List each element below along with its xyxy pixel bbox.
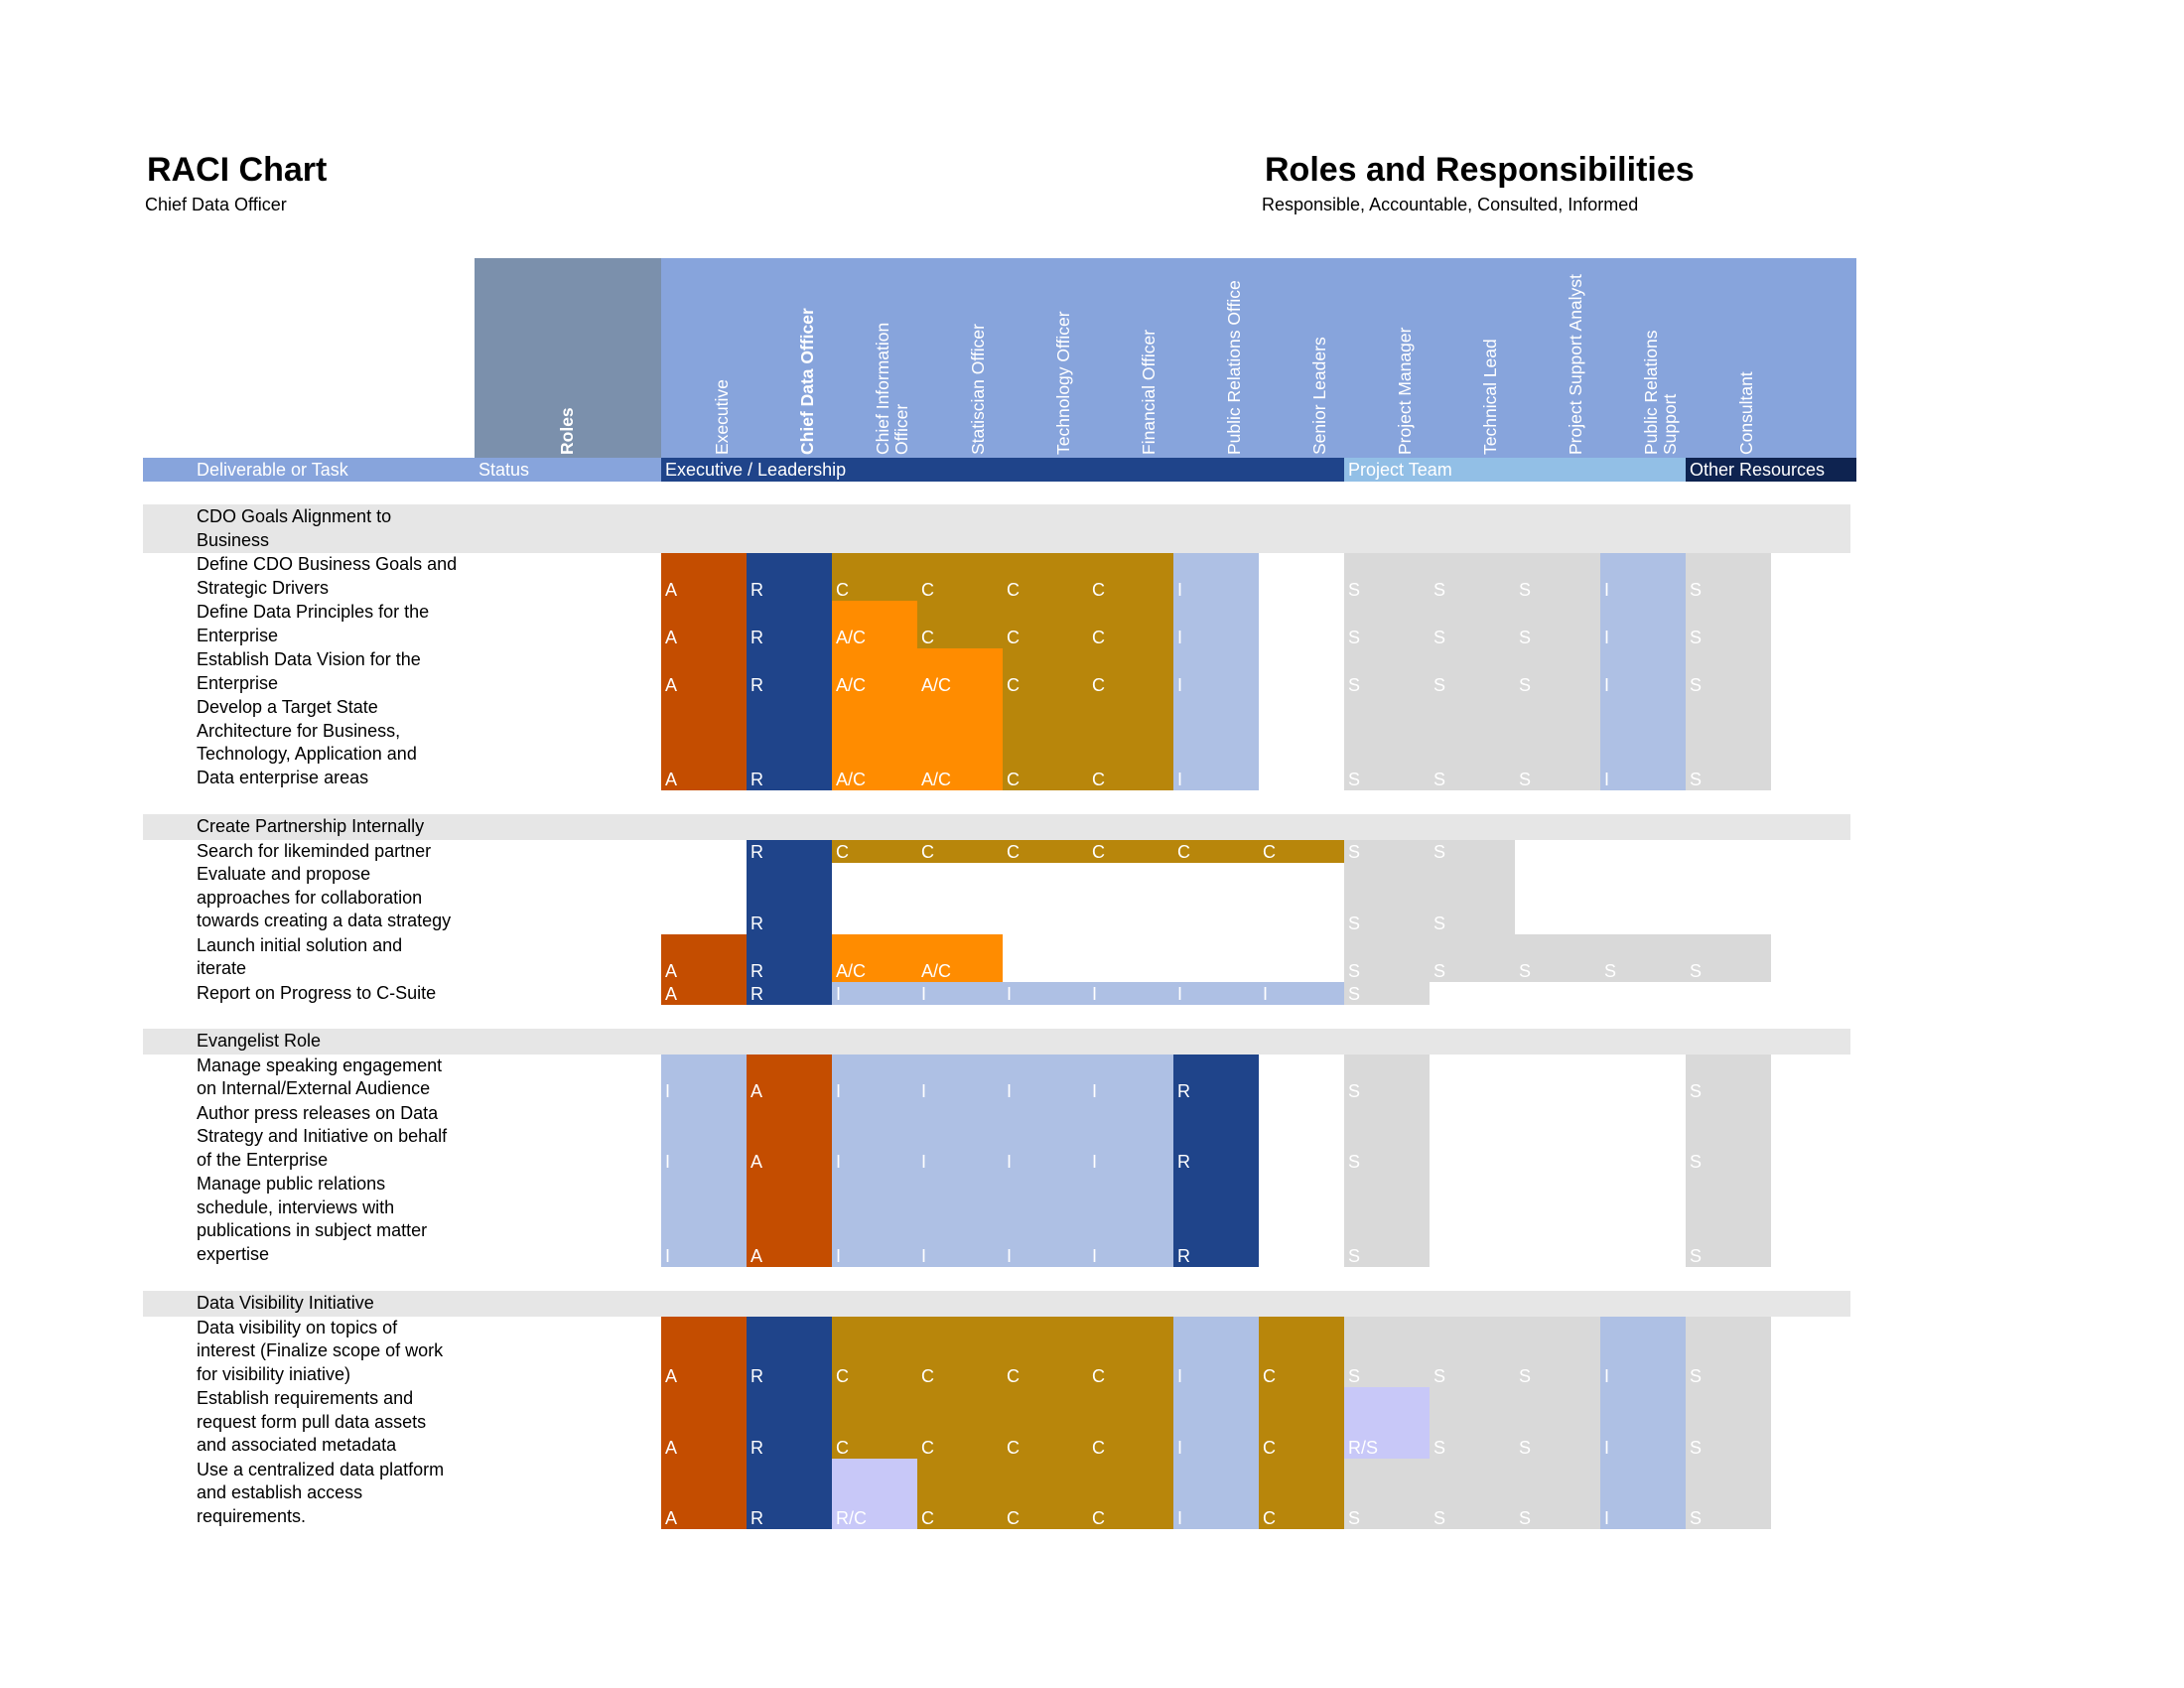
raci-letter: I — [1604, 1366, 1610, 1386]
raci-letter: C — [1177, 842, 1190, 862]
section-bar-0 — [143, 504, 1850, 553]
raci-letter: S — [1348, 913, 1361, 933]
task-label: Report on Progress to C-Suite — [197, 982, 437, 1003]
raci-letter: C — [1007, 675, 1020, 695]
raci-letter: S — [1348, 628, 1361, 647]
task-label: Establish requirements and request form pull data assets and associated metadata — [197, 1388, 427, 1455]
raci-letter: C — [1007, 1508, 1020, 1528]
raci-letter: C — [1007, 628, 1020, 647]
role-header-5: Financial Officer — [1139, 329, 1159, 455]
raci-letter: I — [1604, 628, 1610, 647]
raci-letter: S — [1690, 580, 1703, 600]
raci-letter: A — [665, 770, 678, 789]
raci-letter: S — [1348, 1366, 1361, 1386]
raci-letter: C — [836, 1366, 849, 1386]
right-title: Roles and Responsibilities — [1265, 151, 1695, 189]
task-label: Data visibility on topics of interest (Finalize scope of work for visibility iniative) — [197, 1317, 444, 1384]
section-title: CDO Goals Alignment to Business — [197, 506, 392, 550]
raci-letter: A — [665, 580, 678, 600]
raci-letter: C — [1007, 1437, 1020, 1458]
raci-cell — [1600, 601, 1686, 648]
raci-cell — [832, 1055, 917, 1102]
raci-cell — [1173, 648, 1259, 696]
task-label: Manage speaking engagement on Internal/External Audience — [197, 1055, 443, 1098]
raci-letter: S — [1433, 913, 1446, 933]
raci-letter: R — [751, 984, 763, 1004]
raci-letter: S — [1690, 1152, 1703, 1172]
raci-cell — [1088, 982, 1173, 1006]
raci-letter: I — [665, 1152, 671, 1172]
role-header-4: Technology Officer — [1053, 311, 1073, 455]
raci-letter: A — [665, 984, 678, 1004]
raci-cell — [661, 1102, 747, 1174]
raci-letter: S — [1519, 1437, 1532, 1458]
raci-letter: C — [836, 580, 849, 600]
raci-letter: C — [1263, 1366, 1276, 1386]
raci-letter: I — [1177, 1366, 1183, 1386]
role-header-6: Public Relations Office — [1224, 280, 1244, 455]
raci-letter: I — [921, 1152, 927, 1172]
raci-cell — [1173, 601, 1259, 648]
page-title: RACI Chart — [147, 151, 328, 189]
raci-letter: S — [1519, 1508, 1532, 1528]
group-band-project-team: Project Team — [1344, 458, 1686, 482]
raci-letter: C — [1263, 842, 1276, 862]
raci-letter: I — [836, 1152, 842, 1172]
raci-cell — [1600, 1387, 1686, 1459]
task-label: Search for likeminded partner — [197, 840, 432, 861]
raci-letter: S — [1690, 770, 1703, 789]
raci-letter: I — [921, 1246, 927, 1266]
raci-letter: C — [921, 842, 934, 862]
raci-letter: I — [1177, 1508, 1183, 1528]
raci-letter: S — [1433, 1508, 1446, 1528]
section-title: Create Partnership Internally — [197, 816, 425, 836]
group-band-other: Other Resources — [1686, 458, 1856, 482]
raci-letter: A/C — [921, 770, 952, 789]
raci-letter: S — [1433, 675, 1446, 695]
raci-letter: S — [1433, 628, 1446, 647]
raci-letter: S — [1433, 960, 1446, 981]
raci-letter: R — [751, 1437, 763, 1458]
raci-letter: I — [1092, 1080, 1098, 1101]
task-label: Establish Data Vision for the Enterprise — [197, 649, 421, 693]
raci-letter: A — [751, 1080, 763, 1101]
raci-letter: A — [751, 1152, 763, 1172]
raci-letter: S — [1690, 1080, 1703, 1101]
raci-cell — [661, 1055, 747, 1102]
raci-letter: A/C — [836, 628, 867, 647]
raci-cell — [1003, 982, 1088, 1006]
task-label: Manage public relations schedule, interviews with publications in subject matter expertise — [197, 1174, 428, 1264]
raci-letter: S — [1433, 770, 1446, 789]
role-header-9: Technical Lead — [1480, 339, 1500, 455]
raci-cell — [1600, 553, 1686, 601]
task-label: Define Data Principles for the Enterprise — [197, 602, 430, 645]
raci-letter: C — [1007, 580, 1020, 600]
raci-cell — [1600, 1317, 1686, 1388]
raci-letter: I — [1007, 1080, 1013, 1101]
raci-cell — [1173, 1317, 1259, 1388]
raci-letter: S — [1433, 580, 1446, 600]
raci-letter: S — [1690, 1366, 1703, 1386]
raci-letter: A/C — [836, 960, 867, 981]
raci-letter: A/C — [921, 675, 952, 695]
role-header-1: Chief Data Officer — [797, 308, 817, 455]
task-label: Launch initial solution and iterate — [197, 934, 403, 978]
raci-letter: I — [1092, 1152, 1098, 1172]
raci-cell — [1088, 1102, 1173, 1174]
raci-letter: A — [665, 1437, 678, 1458]
raci-cell — [917, 1055, 1003, 1102]
raci-cell — [1088, 1055, 1173, 1102]
raci-letter: S — [1604, 960, 1617, 981]
raci-letter: I — [921, 984, 927, 1004]
raci-letter: R — [751, 628, 763, 647]
raci-letter: C — [1007, 1366, 1020, 1386]
raci-letter: R — [751, 842, 763, 862]
raci-letter: C — [1092, 770, 1105, 789]
raci-letter: I — [1177, 628, 1183, 647]
role-header-3: Statiscian Officer — [968, 324, 988, 455]
raci-letter: S — [1690, 1437, 1703, 1458]
raci-letter: S — [1348, 675, 1361, 695]
raci-letter: A — [751, 1246, 763, 1266]
raci-letter: I — [1007, 984, 1013, 1004]
raci-letter: S — [1348, 580, 1361, 600]
role-header-7: Senior Leaders — [1309, 337, 1329, 455]
task-label: Develop a Target State Architecture for Business, Technology, Application and Data enterprise areas — [197, 697, 417, 787]
raci-letter: I — [1177, 1437, 1183, 1458]
raci-letter: C — [1092, 1366, 1105, 1386]
raci-cell — [917, 1102, 1003, 1174]
raci-letter: S — [1519, 675, 1532, 695]
group-band-executive: Executive / Leadership — [661, 458, 1344, 482]
raci-letter: C — [921, 1366, 934, 1386]
role-header-12: Consultant — [1736, 371, 1756, 455]
role-header-10: Project Support Analyst — [1566, 274, 1585, 455]
raci-letter: C — [921, 580, 934, 600]
raci-letter: R — [751, 770, 763, 789]
raci-letter: C — [836, 842, 849, 862]
raci-letter: S — [1348, 1080, 1361, 1101]
raci-letter: C — [1092, 628, 1105, 647]
raci-letter: S — [1433, 842, 1446, 862]
raci-letter: S — [1433, 1437, 1446, 1458]
raci-letter: I — [1604, 675, 1610, 695]
raci-cell — [1600, 696, 1686, 790]
raci-letter: R — [751, 580, 763, 600]
raci-cell — [917, 982, 1003, 1006]
raci-cell — [1600, 1459, 1686, 1530]
role-header-0: Executive — [712, 379, 732, 455]
section-bar-3 — [143, 1291, 1850, 1317]
status-band: Status — [475, 458, 661, 482]
right-subtitle: Responsible, Accountable, Consulted, Informed — [1262, 195, 1639, 214]
raci-letter: S — [1690, 1246, 1703, 1266]
raci-letter: R — [751, 1508, 763, 1528]
section-title: Evangelist Role — [197, 1031, 322, 1051]
raci-letter: A — [665, 1508, 678, 1528]
raci-letter: S — [1433, 1366, 1446, 1386]
raci-cell — [1003, 1173, 1088, 1267]
raci-letter: A/C — [836, 675, 867, 695]
raci-letter: S — [1348, 770, 1361, 789]
raci-letter: C — [1092, 842, 1105, 862]
raci-cell — [1173, 553, 1259, 601]
raci-letter: C — [1007, 842, 1020, 862]
raci-letter: R — [751, 1366, 763, 1386]
raci-letter: S — [1348, 960, 1361, 981]
raci-letter: C — [1007, 770, 1020, 789]
raci-cell — [1003, 1102, 1088, 1174]
raci-letter: A — [665, 675, 678, 695]
raci-letter: I — [1092, 984, 1098, 1004]
raci-letter: S — [1519, 1366, 1532, 1386]
raci-letter: S — [1519, 580, 1532, 600]
raci-letter: I — [1007, 1152, 1013, 1172]
raci-letter: R/S — [1348, 1437, 1379, 1458]
roles-header-label: Roles — [557, 407, 577, 455]
raci-letter: S — [1348, 1508, 1361, 1528]
raci-letter: S — [1348, 842, 1361, 862]
raci-letter: S — [1519, 628, 1532, 647]
raci-letter: A — [665, 960, 678, 981]
raci-letter: R — [1177, 1152, 1190, 1172]
raci-letter: S — [1690, 1508, 1703, 1528]
raci-letter: I — [1263, 984, 1269, 1004]
raci-letter: C — [1263, 1508, 1276, 1528]
task-label: Evaluate and propose approaches for collaboration towards creating a data strategy — [197, 864, 452, 930]
raci-letter: S — [1348, 1152, 1361, 1172]
raci-cell — [1173, 982, 1259, 1006]
raci-cell — [661, 1173, 747, 1267]
raci-cell — [1173, 696, 1259, 790]
raci-letter: C — [1092, 1508, 1105, 1528]
raci-letter: I — [1177, 984, 1183, 1004]
raci-cell — [1088, 1173, 1173, 1267]
raci-letter: A — [665, 628, 678, 647]
raci-letter: A/C — [836, 770, 867, 789]
task-label: Use a centralized data platform and establish access requirements. — [197, 1459, 445, 1526]
raci-letter: I — [836, 1246, 842, 1266]
raci-letter: I — [836, 984, 842, 1004]
raci-letter: S — [1348, 984, 1361, 1004]
raci-cell — [917, 1173, 1003, 1267]
raci-letter: C — [1263, 1437, 1276, 1458]
raci-letter: C — [1092, 1437, 1105, 1458]
raci-letter: S — [1348, 1246, 1361, 1266]
raci-letter: I — [1092, 1246, 1098, 1266]
raci-letter: I — [1604, 770, 1610, 789]
raci-letter: A — [665, 1366, 678, 1386]
raci-letter: R — [1177, 1246, 1190, 1266]
section-bar-2 — [143, 1029, 1850, 1055]
role-header-11: Public Relations Support — [1641, 330, 1680, 455]
raci-cell — [1173, 1459, 1259, 1530]
raci-letter: C — [1092, 580, 1105, 600]
page-subtitle: Chief Data Officer — [145, 195, 287, 214]
raci-letter: I — [921, 1080, 927, 1101]
raci-letter: I — [1604, 1508, 1610, 1528]
raci-letter: I — [665, 1246, 671, 1266]
raci-letter: C — [921, 628, 934, 647]
raci-letter: C — [921, 1508, 934, 1528]
task-label: Author press releases on Data Strategy and Initiative on behalf of the Enterprise — [197, 1102, 448, 1170]
raci-letter: R — [1177, 1080, 1190, 1101]
raci-cell — [1259, 982, 1344, 1006]
raci-letter: S — [1519, 770, 1532, 789]
deliverable-band: Deliverable or Task — [143, 458, 475, 482]
raci-letter: R/C — [836, 1508, 867, 1528]
raci-cell — [832, 1102, 917, 1174]
raci-letter: I — [665, 1080, 671, 1101]
raci-cell — [1173, 1387, 1259, 1459]
role-header-8: Project Manager — [1395, 327, 1415, 455]
raci-letter: C — [836, 1437, 849, 1458]
raci-letter: I — [1604, 580, 1610, 600]
raci-letter: I — [1177, 675, 1183, 695]
task-label: Define CDO Business Goals and Strategic Drivers — [197, 554, 458, 598]
role-header-2: Chief Information Officer — [873, 322, 911, 455]
raci-letter: I — [1177, 580, 1183, 600]
raci-letter: S — [1690, 628, 1703, 647]
raci-cell — [832, 1173, 917, 1267]
raci-letter: S — [1519, 960, 1532, 981]
section-title: Data Visibility Initiative — [197, 1293, 374, 1313]
raci-letter: I — [836, 1080, 842, 1101]
raci-cell — [1003, 1055, 1088, 1102]
raci-letter: A/C — [921, 960, 952, 981]
raci-letter: C — [1092, 675, 1105, 695]
raci-letter: R — [751, 960, 763, 981]
raci-cell — [832, 982, 917, 1006]
raci-letter: S — [1690, 675, 1703, 695]
raci-cell — [1600, 648, 1686, 696]
raci-letter: I — [1177, 770, 1183, 789]
raci-letter: S — [1690, 960, 1703, 981]
raci-letter: I — [1604, 1437, 1610, 1458]
raci-letter: R — [751, 913, 763, 933]
raci-letter: I — [1007, 1246, 1013, 1266]
raci-letter: R — [751, 675, 763, 695]
raci-letter: C — [921, 1437, 934, 1458]
